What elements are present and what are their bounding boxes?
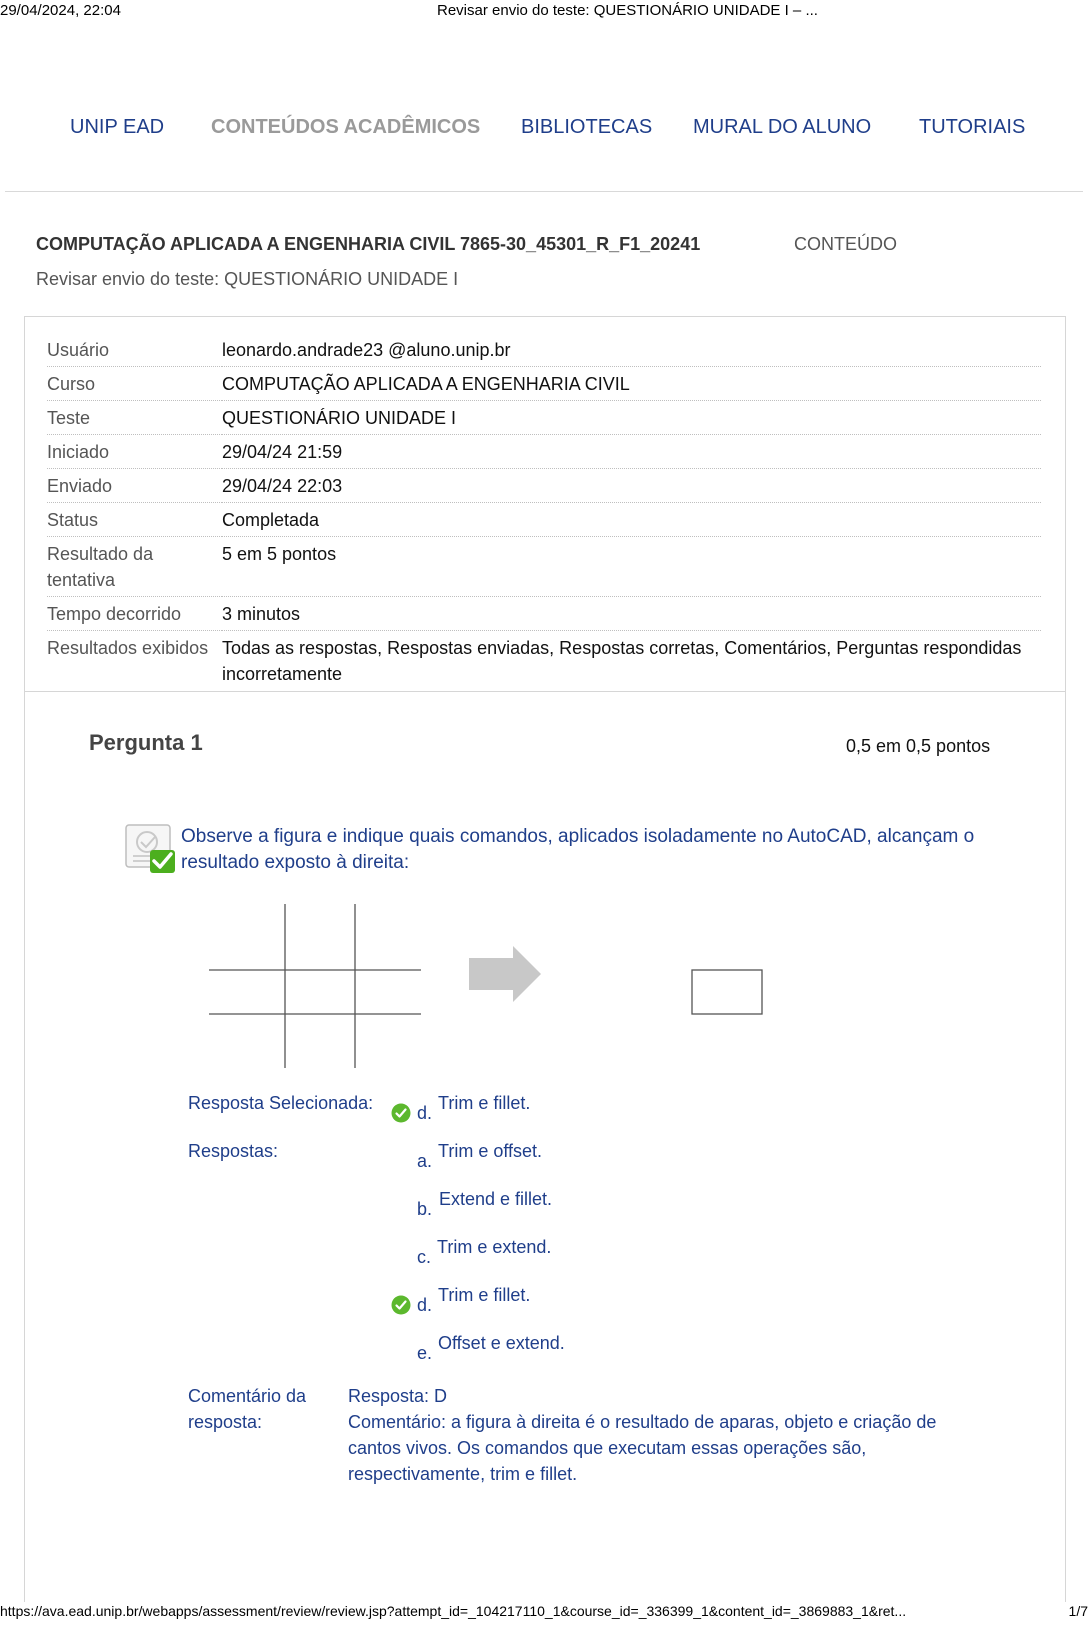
correct-check-icon: [391, 1295, 411, 1315]
info-label: Iniciado: [47, 435, 222, 469]
question-title: Pergunta 1: [89, 730, 203, 755]
info-value: Completada: [222, 503, 1041, 537]
info-value: 5 em 5 pontos: [222, 537, 1041, 597]
nav-bibliotecas[interactable]: BIBLIOTECAS: [521, 116, 653, 138]
info-value: 3 minutos: [222, 597, 1041, 631]
nav-divider: [5, 191, 1083, 192]
info-row-resultados-exibidos: [47, 631, 1041, 691]
info-row-tempo: [47, 597, 1041, 631]
attempt-info-table: [47, 333, 1041, 690]
page-subtitle: Revisar envio do teste: QUESTIONÁRIO UNIDADE I: [36, 269, 459, 289]
info-label: Resultados exibidos: [47, 638, 209, 658]
print-date: 29/04/2024, 22:04: [0, 2, 121, 19]
top-navigation: [0, 116, 1088, 146]
answer-e-letter: e.: [417, 1343, 433, 1363]
answer-e-text: Offset e extend.: [438, 1333, 565, 1353]
info-value: QUESTIONÁRIO UNIDADE I: [222, 401, 1041, 435]
content-link[interactable]: CONTEÚDO: [794, 234, 897, 254]
info-row-status: [47, 503, 1041, 537]
selected-answer-text: Trim e fillet.: [438, 1093, 531, 1113]
info-label: Tempo decorrido: [47, 597, 222, 631]
selected-answer-letter: d.: [417, 1103, 433, 1123]
answer-a-text: Trim e offset.: [438, 1141, 543, 1161]
info-row-curso: [47, 367, 1041, 401]
comment-text: Comentário: a figura à direita é o resultado de aparas, objeto e criação de cantos vivos. Os comandos que executam essas operações são, respectivamente, trim e fillet.: [348, 1412, 937, 1484]
answer-c-text: Trim e extend.: [437, 1237, 552, 1257]
comment-label: Comentário da resposta:: [188, 1386, 307, 1432]
info-label: Enviado: [47, 469, 222, 503]
info-label: Teste: [47, 401, 222, 435]
info-label: Usuário: [47, 333, 222, 367]
info-row-teste: [47, 401, 1041, 435]
info-label: Status: [47, 503, 222, 537]
answer-b-letter: b.: [417, 1199, 433, 1219]
question-text: Observe a figura e indique quais comandos, aplicados isoladamente no AutoCAD, alcançam o resultado exposto à direita:: [181, 826, 975, 873]
print-header: [0, 2, 1088, 20]
question-figure: [185, 900, 785, 1080]
selected-answer-label: Resposta Selecionada:: [188, 1093, 374, 1113]
info-row-iniciado: [47, 435, 1041, 469]
comment-block: [348, 1383, 968, 1487]
nav-unip-ead[interactable]: UNIP EAD: [70, 116, 165, 138]
nav-mural-do-aluno[interactable]: MURAL DO ALUNO: [693, 116, 872, 138]
nav-tutoriais[interactable]: TUTORIAIS: [919, 116, 1026, 138]
info-value: COMPUTAÇÃO APLICADA A ENGENHARIA CIVIL: [222, 367, 1041, 401]
answer-a-letter: a.: [417, 1151, 433, 1171]
info-label: Resultado da tentativa: [47, 537, 222, 597]
answers-label: Respostas:: [188, 1141, 279, 1161]
correct-answer-status-icon: [125, 824, 177, 874]
info-row-enviado: [47, 469, 1041, 503]
attempt-info-box: [24, 316, 1066, 692]
question-points: 0,5 em 0,5 pontos: [846, 736, 991, 756]
correct-check-icon: [391, 1103, 411, 1123]
print-page-number: 1/7: [1068, 1603, 1088, 1619]
info-value: leonardo.andrade23 @aluno.unip.br: [222, 333, 1041, 367]
course-title: COMPUTAÇÃO APLICADA A ENGENHARIA CIVIL 7865-30_45301_R_F1_20241: [36, 234, 701, 254]
print-title: Revisar envio do teste: QUESTIONÁRIO UNIDADE I – ...: [437, 2, 818, 19]
nav-conteudos-academicos[interactable]: CONTEÚDOS ACADÊMICOS: [211, 116, 481, 138]
info-value: 29/04/24 22:03: [222, 469, 1041, 503]
info-row-resultado: [47, 537, 1041, 597]
answer-c-letter: c.: [417, 1247, 432, 1267]
info-value: 29/04/24 21:59: [222, 435, 1041, 469]
info-label: Curso: [47, 367, 222, 401]
answer-d-letter: d.: [417, 1295, 433, 1315]
print-url: https://ava.ead.unip.br/webapps/assessment/review/review.jsp?attempt_id=_104217110_1&course_id=_336399_1&content_id=_3869883_1&ret...: [0, 1603, 907, 1619]
comment-answer: Resposta: D: [348, 1386, 448, 1406]
info-row-usuario: [47, 333, 1041, 367]
info-value: Todas as respostas, Respostas enviadas, Respostas corretas, Comentários, Perguntas respondidas incorretamente: [222, 638, 1022, 684]
answer-d-text: Trim e fillet.: [438, 1285, 531, 1305]
print-footer: [0, 1603, 1088, 1621]
answer-b-text: Extend e fillet.: [439, 1189, 553, 1209]
